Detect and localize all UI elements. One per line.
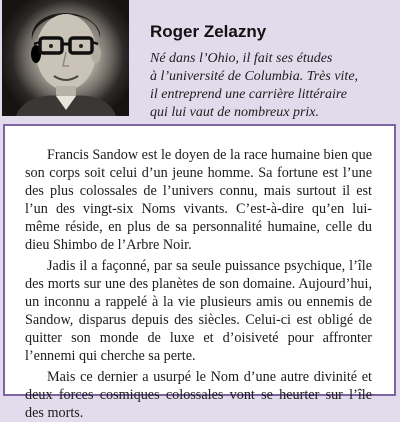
author-photo xyxy=(2,0,129,116)
author-bio xyxy=(150,50,395,122)
author-bio-line: il entreprend une carrière littéraire xyxy=(150,87,347,102)
summary-paragraph: Jadis il a façonné, par sa seule puissance psychique, l’île des morts sur une des planètes de son domaine. Aujourd’hui, un inconnu a rappelé à la vie plusieurs amis ou ennemis de Sandow, disparus depuis des siècles. Celui-ci est obligé de quitter son monde de luxe et d’oisiveté pour affronter l’ennemi qui cherche sa perte. xyxy=(25,258,372,364)
summary-paragraph: Mais ce dernier a usurpé le Nom d’une autre divinité et deux forces cosmiques colossales vont se heurter sur l’île des morts. xyxy=(25,369,372,421)
author-info xyxy=(150,22,395,122)
author-bio-line: à l’université de Columbia. Très vite, xyxy=(150,69,359,84)
author-bio-line: qui lui vaut de nombreux prix. xyxy=(150,105,320,120)
book-summary-box xyxy=(3,124,396,421)
author-bio-line: Né dans l’Ohio, il fait ses études xyxy=(150,51,333,66)
author-portrait-icon xyxy=(2,0,129,116)
summary-paragraph: Francis Sandow est le doyen de la race humaine bien que son corps soit celui d’un jeune homme. Sa fortune est l’une des plus colossales de l’univers connu, mais surtout il est l’un des vingt-six Noms vivants. C’est-à-dire qu’en lui-même réside, en plus de sa personnalité humaine, celle du dieu Shimbo de l’Arbre Noir. xyxy=(25,147,372,253)
author-name: Roger Zelazny xyxy=(150,22,267,41)
